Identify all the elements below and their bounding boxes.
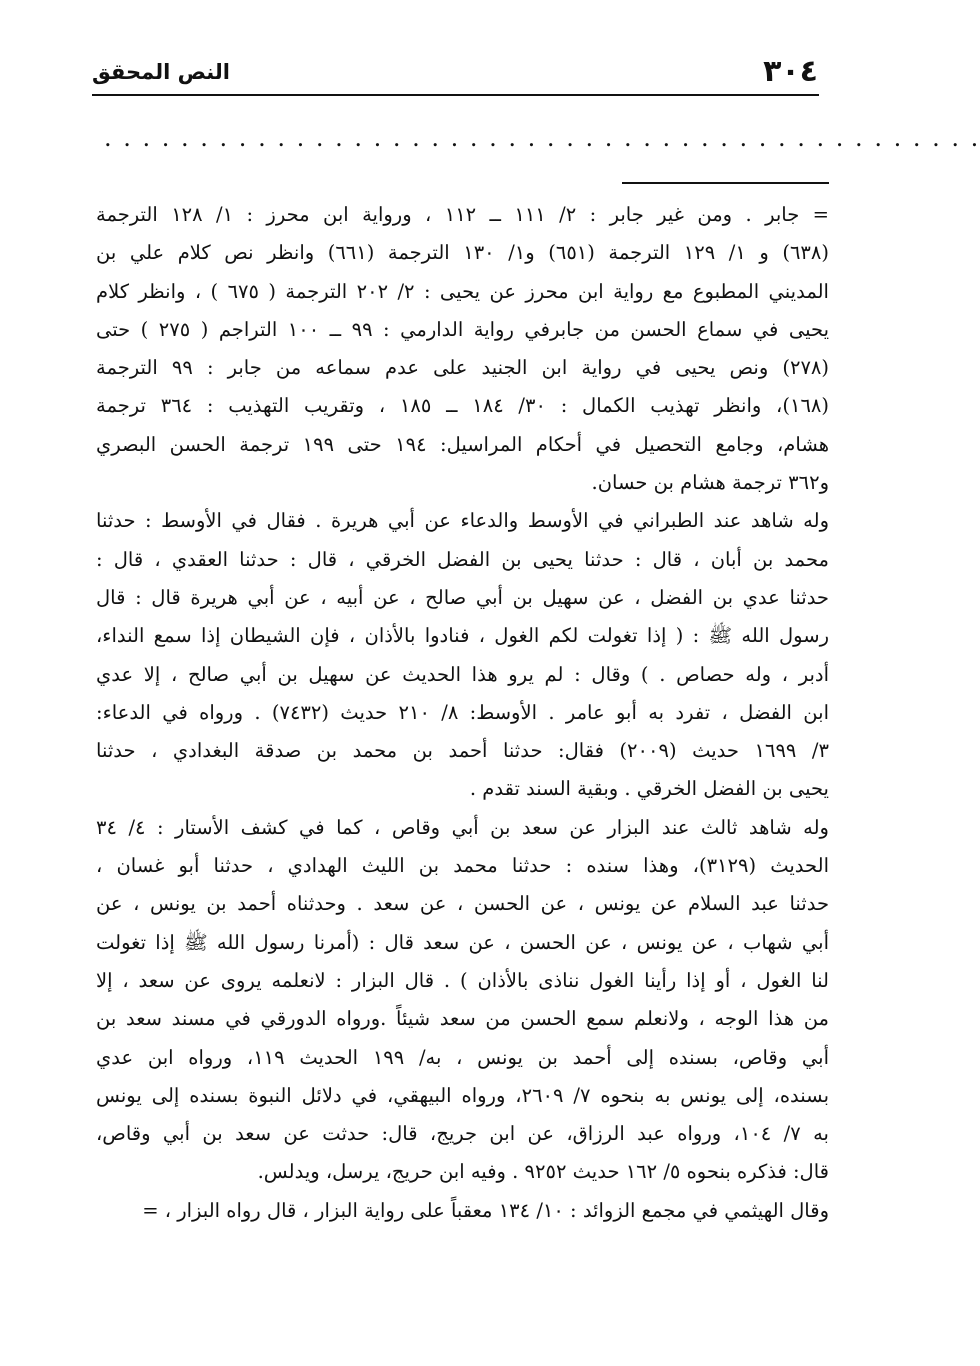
text-line: يحيى في سماع الحسن من جابرفي رواية الدارمي : ٩٩ ــ ١٠٠ التراجم ( ٢٧٥ ) حتى — [96, 317, 829, 341]
text-line: حدثنا عدي بن الفضل ، عن سهيل بن أبي صالح ، عن أبيه ، عن أبي هريرة قال : قال — [96, 585, 829, 609]
paragraph-3 — [96, 809, 829, 1192]
text-line: من هذا الوجه ، ولانعلم سمع الحسن من سعد شيئاً .ورواه الدورقي في مسند سعد بن — [96, 1007, 829, 1031]
text-line: = جابر . ومن غير جابر : ٢/ ١١١ ــ ١١٢ ، ورواية ابن محرز : ١/ ١٢٨ الترجمة — [96, 203, 829, 226]
text-line: لنا الغول ، أو إذا رأينا الغول نناذى بالأذان ) . قال البزار : لانعلمه يروى عن سعد ، إلا — [96, 968, 829, 992]
text-line: بسنده، إلى يونس به بنحوه ٧/ ٢٦٠٩، ورواه البيهقي، في دلائل النبوة بسنده إلى يونس — [96, 1083, 829, 1107]
text-line: الحديث (٣١٢٩)، وهذا سنده : حدثنا محمد بن الليث الهدادي ، حدثنا أبو غسان ، — [96, 854, 829, 878]
text-line: ٣/ ١٦٩٩ حديث (٢٠٠٩) فقال: حدثنا أحمد بن محمد بن صدقة البغدادي ، حدثنا — [96, 739, 829, 763]
text-line: وله شاهد عند الطبراني في الأوسط والدعاء عن أبي هريرة . فقال في الأوسط : حدثنا — [96, 509, 829, 533]
text-line: (٢٧٨) ونص يحيى في رواية ابن الجنيد على عدم سماعه من جابر : ٩٩ الترجمة — [96, 356, 829, 380]
text-line: (١٦٨)، وانظر تهذيب الكمال : ٣٠/ ١٨٤ ــ ١٨٥ ، وتقريب التهذيب : ٣٦٤ ترجمة — [96, 394, 829, 418]
paragraph-4 — [96, 1192, 829, 1230]
footnote-body — [96, 196, 829, 1230]
ellipsis-separator: . . . . . . . . . . . . . . . . . . . . . . . . . . . . . . . . . . . . . . . . . . . . . . — [104, 124, 980, 152]
text-line: رسول الله ﷺ : ( إذا تغولت لكم الغول ، فنادوا بالأذان ، فإن الشيطان إذا سمع النداء، — [96, 624, 829, 648]
text-line: (٦٣٨) و ١/ ١٢٩ الترجمة (٦٥١) و١/ ١٣٠ الترجمة (٦٦١) وانظر نص كلام علي بن — [96, 241, 829, 265]
text-line: أبي وقاص، بسنده إلى أحمد بن يونس ، به/ ١٩٩ الحديث ١١٩، ورواه ابن عدي — [96, 1045, 829, 1069]
text-line: قال: فذكره بنحوه ٥/ ١٦٢ حديث ٩٢٥٢ . وفيه ابن حريج، يرسل، ويدلس. — [257, 1160, 829, 1184]
paragraph-2 — [96, 502, 829, 808]
text-line: المديني المطبوع مع رواية ابن محرز عن يحيى : ٢/ ٢٠٢ الترجمة ( ٦٧٥ ) ، وانظر كلام — [96, 279, 829, 303]
footnote-rule — [622, 182, 829, 184]
text-line: حدثنا عبد السلام عن يونس ، عن الحسن ، عن سعد . وحدثناه أحمد بن يونس ، عن — [96, 892, 829, 916]
text-line: به ٧/ ١٠٤، ورواه عبد الرزاق، عن ابن جريج، قال: حدثت عن سعد بن أبي وقاص، — [96, 1122, 829, 1146]
header-rule — [92, 94, 819, 96]
text-line: وله شاهد ثالث عند البزار عن سعد بن أبي وقاص ، كما في كشف الأستار : ٤/ ٣٤ — [96, 815, 829, 839]
text-line: هشام، وجامع التحصيل في أحكام المراسيل: ١٩٤ حتى ١٩٩ ترجمة الحسن البصري — [96, 432, 829, 456]
page-number: ٣٠٤ — [763, 54, 818, 89]
running-title: النص المحقق — [92, 60, 230, 84]
text-line: و٣٦٢ ترجمة هشام بن حسان. — [591, 471, 829, 495]
paragraph-1 — [96, 196, 829, 502]
text-line: يحيى بن الفضل الخرقي . وبقية السند تقدم . — [469, 777, 829, 801]
text-line: وقال الهيثمي في مجمع الزوائد : ١٠/ ١٣٤ معقباً على رواية البزار ، قال رواه البزار ، = — [142, 1198, 829, 1222]
page-header — [92, 54, 820, 94]
text-line: أبي شهاب ، عن يونس ، عن الحسن ، عن سعد قال : (أمرنا رسول الله ﷺ إذا تغولت — [96, 930, 829, 954]
text-line: ابن الفضل ، تفرد به أبو عامر . الأوسط: ٨/ ٢١٠ حديث (٧٤٣٢) . ورواه في الدعاء: — [96, 700, 829, 724]
text-line: محمد بن أبان ، قال : حدثنا يحيى بن الفضل الخرقي ، قال : حدثنا العقدي ، قال : — [96, 547, 829, 571]
text-line: أدبر ، وله حصاص . ) وقال : لم يرو هذا الحديث عن سهيل بن أبي صالح ، إلا عدي — [96, 662, 829, 686]
